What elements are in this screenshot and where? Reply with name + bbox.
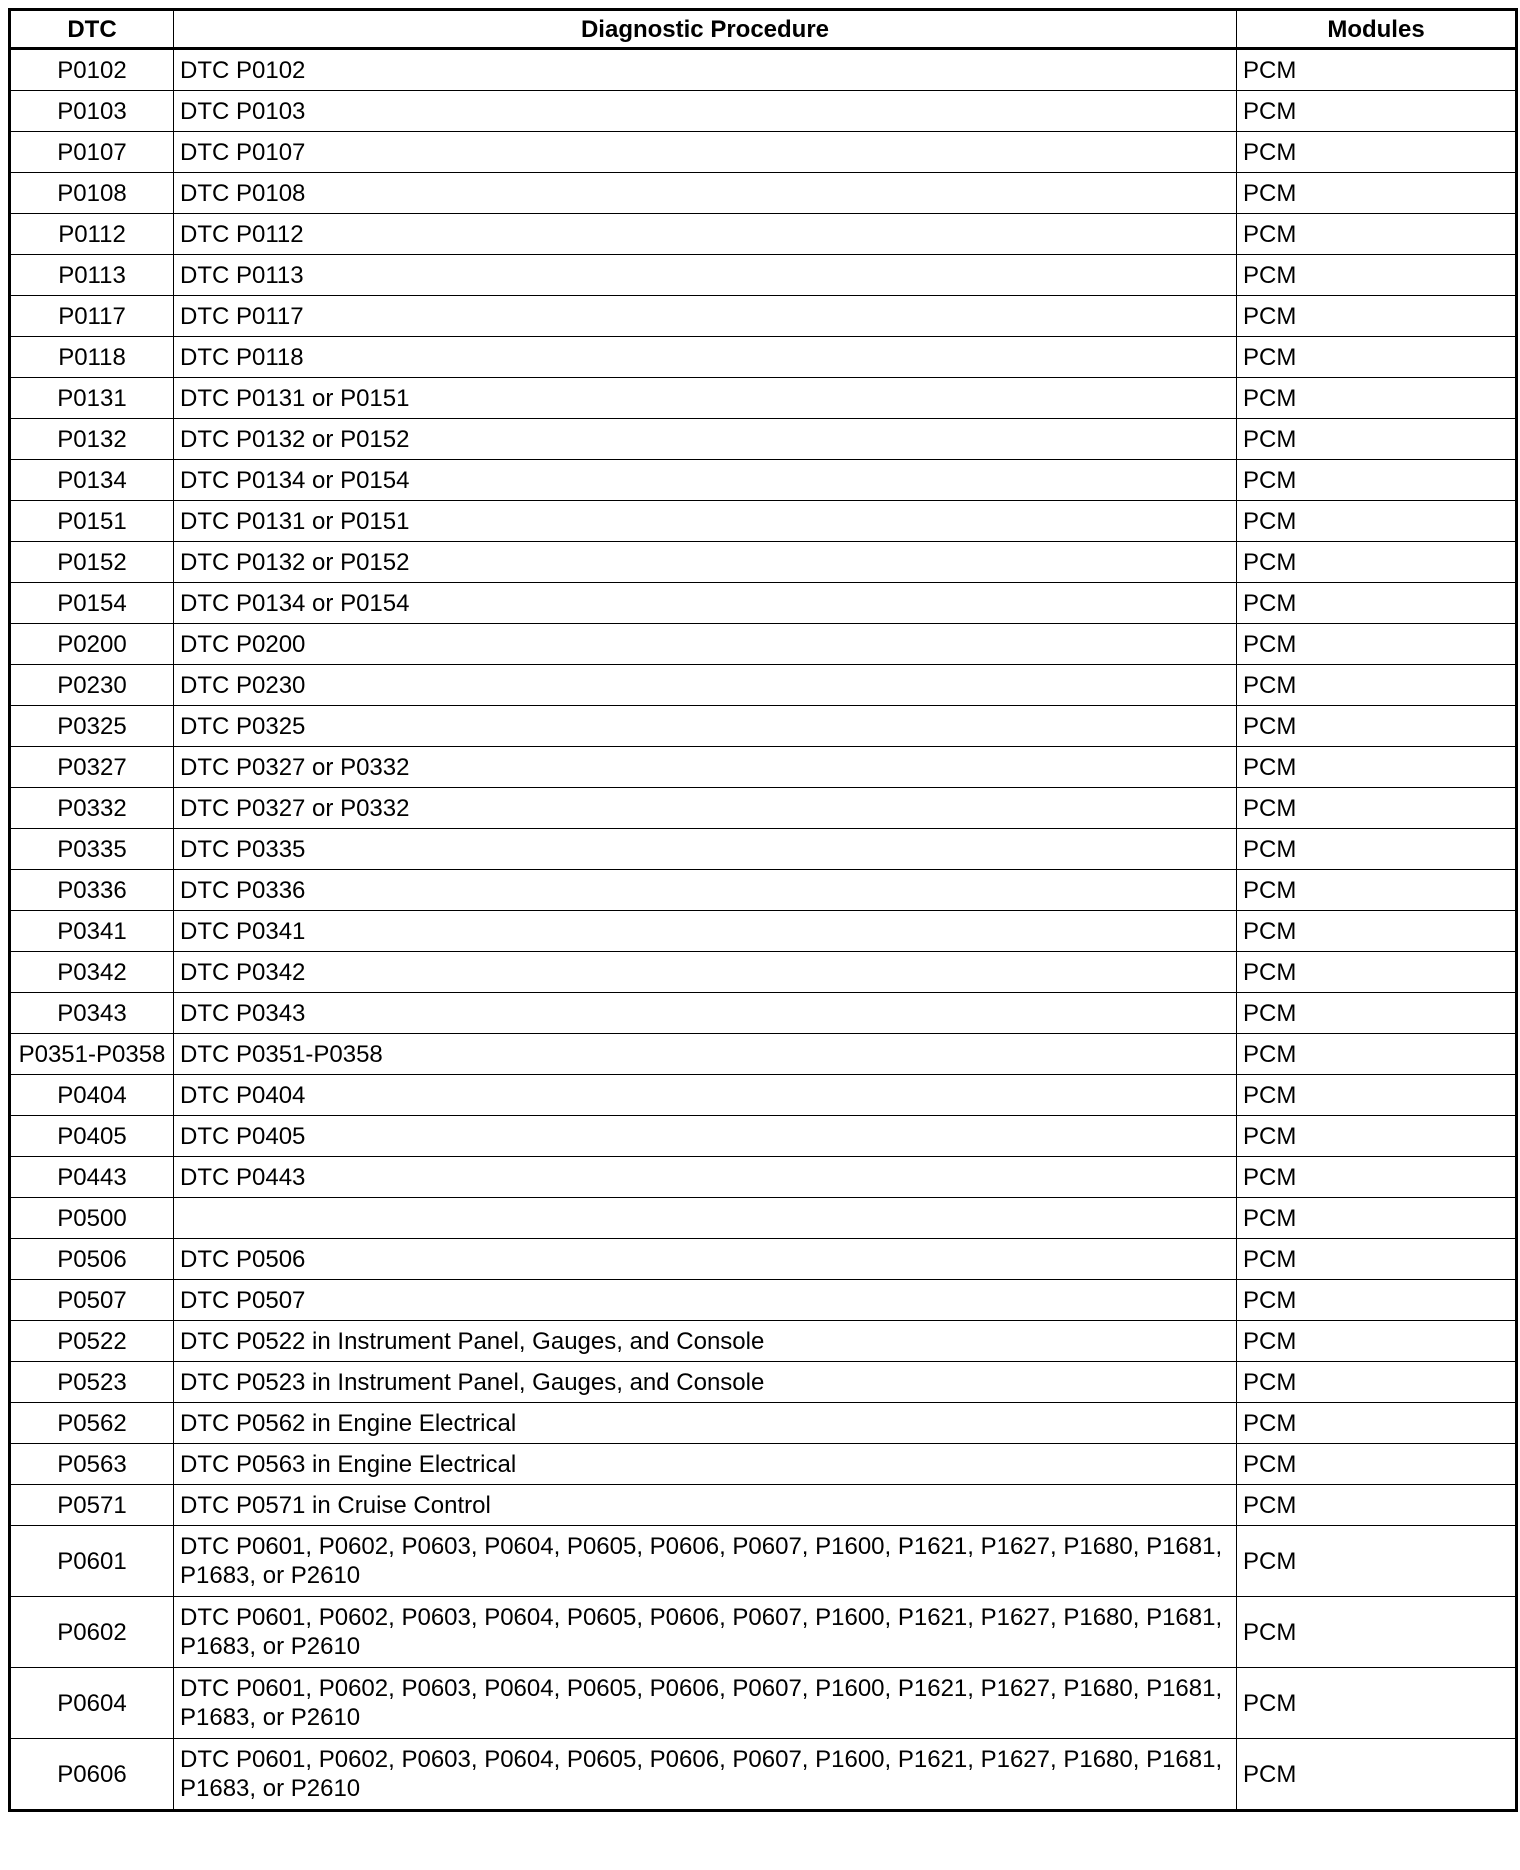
diagnostic-procedure-cell: DTC P0562 in Engine Electrical [174, 1403, 1237, 1444]
diagnostic-procedure-cell: DTC P0443 [174, 1157, 1237, 1198]
diagnostic-procedure-cell: DTC P0132 or P0152 [174, 542, 1237, 583]
dtc-code-cell: P0405 [10, 1116, 174, 1157]
module-cell: PCM [1237, 419, 1517, 460]
diagnostic-procedure-cell: DTC P0325 [174, 706, 1237, 747]
diagnostic-procedure-cell: DTC P0103 [174, 91, 1237, 132]
diagnostic-procedure-cell: DTC P0563 in Engine Electrical [174, 1444, 1237, 1485]
dtc-code-cell: P0562 [10, 1403, 174, 1444]
module-cell: PCM [1237, 747, 1517, 788]
module-cell: PCM [1237, 173, 1517, 214]
module-cell: PCM [1237, 993, 1517, 1034]
module-cell: PCM [1237, 788, 1517, 829]
module-cell: PCM [1237, 829, 1517, 870]
dtc-code-cell: P0112 [10, 214, 174, 255]
table-header [10, 10, 1517, 49]
table-row [10, 829, 1517, 870]
diagnostic-procedure-cell: DTC P0327 or P0332 [174, 747, 1237, 788]
dtc-code-cell: P0523 [10, 1362, 174, 1403]
dtc-code-cell: P0335 [10, 829, 174, 870]
diagnostic-procedure-cell: DTC P0342 [174, 952, 1237, 993]
dtc-code-cell: P0507 [10, 1280, 174, 1321]
module-cell: PCM [1237, 1034, 1517, 1075]
module-cell: PCM [1237, 1444, 1517, 1485]
table-row [10, 501, 1517, 542]
dtc-code-cell: P0118 [10, 337, 174, 378]
table-row [10, 1362, 1517, 1403]
table-row [10, 911, 1517, 952]
diagnostic-procedure-cell: DTC P0107 [174, 132, 1237, 173]
diagnostic-procedure-cell: DTC P0507 [174, 1280, 1237, 1321]
table-row [10, 1403, 1517, 1444]
dtc-code-cell: P0571 [10, 1485, 174, 1526]
diagnostic-procedure-cell: DTC P0118 [174, 337, 1237, 378]
dtc-code-cell: P0602 [10, 1597, 174, 1668]
table-row [10, 624, 1517, 665]
dtc-code-cell: P0343 [10, 993, 174, 1034]
diagnostic-procedure-cell: DTC P0404 [174, 1075, 1237, 1116]
module-cell: PCM [1237, 911, 1517, 952]
table-row [10, 542, 1517, 583]
table-row [10, 1485, 1517, 1526]
diagnostic-procedure-cell: DTC P0117 [174, 296, 1237, 337]
dtc-code-cell: P0131 [10, 378, 174, 419]
header-dtc: DTC [10, 10, 174, 49]
module-cell: PCM [1237, 460, 1517, 501]
table-row [10, 1597, 1517, 1668]
dtc-code-cell: P0327 [10, 747, 174, 788]
table-row [10, 665, 1517, 706]
table-row [10, 1280, 1517, 1321]
diagnostic-procedure-cell: DTC P0336 [174, 870, 1237, 911]
table-row [10, 173, 1517, 214]
module-cell: PCM [1237, 378, 1517, 419]
module-cell: PCM [1237, 49, 1517, 91]
module-cell: PCM [1237, 1362, 1517, 1403]
table-row [10, 1739, 1517, 1811]
diagnostic-procedure-cell: DTC P0601, P0602, P0603, P0604, P0605, P0606, P0607, P1600, P1621, P1627, P1680, P1681, P1683, or P2610 [174, 1739, 1237, 1811]
table-row [10, 132, 1517, 173]
dtc-code-cell: P0152 [10, 542, 174, 583]
module-cell: PCM [1237, 1157, 1517, 1198]
table-row [10, 1075, 1517, 1116]
module-cell: PCM [1237, 1280, 1517, 1321]
module-cell: PCM [1237, 870, 1517, 911]
table-row [10, 378, 1517, 419]
dtc-code-cell: P0351-P0358 [10, 1034, 174, 1075]
diagnostic-procedure-cell: DTC P0112 [174, 214, 1237, 255]
table-row [10, 296, 1517, 337]
module-cell: PCM [1237, 665, 1517, 706]
module-cell: PCM [1237, 1075, 1517, 1116]
dtc-code-cell: P0113 [10, 255, 174, 296]
dtc-code-cell: P0342 [10, 952, 174, 993]
diagnostic-procedure-cell: DTC P0335 [174, 829, 1237, 870]
module-cell: PCM [1237, 296, 1517, 337]
table-row [10, 583, 1517, 624]
module-cell: PCM [1237, 1403, 1517, 1444]
module-cell: PCM [1237, 1116, 1517, 1157]
module-cell: PCM [1237, 1239, 1517, 1280]
dtc-table [8, 8, 1518, 1812]
table-row [10, 993, 1517, 1034]
table-row [10, 49, 1517, 91]
dtc-code-cell: P0108 [10, 173, 174, 214]
module-cell: PCM [1237, 1485, 1517, 1526]
table-row [10, 419, 1517, 460]
diagnostic-procedure-cell: DTC P0131 or P0151 [174, 501, 1237, 542]
diagnostic-procedure-cell: DTC P0571 in Cruise Control [174, 1485, 1237, 1526]
module-cell: PCM [1237, 337, 1517, 378]
module-cell: PCM [1237, 706, 1517, 747]
table-row [10, 214, 1517, 255]
module-cell: PCM [1237, 1198, 1517, 1239]
module-cell: PCM [1237, 583, 1517, 624]
diagnostic-procedure-cell: DTC P0132 or P0152 [174, 419, 1237, 460]
diagnostic-procedure-cell: DTC P0405 [174, 1116, 1237, 1157]
table-row [10, 1157, 1517, 1198]
diagnostic-procedure-cell: DTC P0108 [174, 173, 1237, 214]
dtc-code-cell: P0132 [10, 419, 174, 460]
diagnostic-procedure-cell [174, 1198, 1237, 1239]
table-row [10, 460, 1517, 501]
module-cell: PCM [1237, 1321, 1517, 1362]
diagnostic-procedure-cell: DTC P0102 [174, 49, 1237, 91]
diagnostic-procedure-cell: DTC P0200 [174, 624, 1237, 665]
table-row [10, 337, 1517, 378]
table-row [10, 1526, 1517, 1597]
diagnostic-procedure-cell: DTC P0134 or P0154 [174, 460, 1237, 501]
diagnostic-procedure-cell: DTC P0523 in Instrument Panel, Gauges, and Console [174, 1362, 1237, 1403]
table-row [10, 1239, 1517, 1280]
table-row [10, 1321, 1517, 1362]
diagnostic-procedure-cell: DTC P0230 [174, 665, 1237, 706]
diagnostic-procedure-cell: DTC P0113 [174, 255, 1237, 296]
table-row [10, 788, 1517, 829]
dtc-code-cell: P0601 [10, 1526, 174, 1597]
header-diagnostic-procedure: Diagnostic Procedure [174, 10, 1237, 49]
diagnostic-procedure-cell: DTC P0131 or P0151 [174, 378, 1237, 419]
dtc-code-cell: P0522 [10, 1321, 174, 1362]
table-row [10, 1198, 1517, 1239]
dtc-code-cell: P0230 [10, 665, 174, 706]
table-row [10, 870, 1517, 911]
dtc-code-cell: P0332 [10, 788, 174, 829]
module-cell: PCM [1237, 542, 1517, 583]
dtc-code-cell: P0117 [10, 296, 174, 337]
table-row [10, 952, 1517, 993]
module-cell: PCM [1237, 132, 1517, 173]
dtc-code-cell: P0325 [10, 706, 174, 747]
dtc-code-cell: P0341 [10, 911, 174, 952]
table-body [10, 49, 1517, 1811]
diagnostic-procedure-cell: DTC P0341 [174, 911, 1237, 952]
dtc-code-cell: P0563 [10, 1444, 174, 1485]
module-cell: PCM [1237, 1597, 1517, 1668]
module-cell: PCM [1237, 624, 1517, 665]
header-row [10, 10, 1517, 49]
module-cell: PCM [1237, 255, 1517, 296]
dtc-code-cell: P0107 [10, 132, 174, 173]
table-row [10, 747, 1517, 788]
module-cell: PCM [1237, 1668, 1517, 1739]
module-cell: PCM [1237, 501, 1517, 542]
dtc-code-cell: P0134 [10, 460, 174, 501]
dtc-code-cell: P0151 [10, 501, 174, 542]
dtc-code-cell: P0443 [10, 1157, 174, 1198]
dtc-code-cell: P0200 [10, 624, 174, 665]
table-row [10, 255, 1517, 296]
table-row [10, 1034, 1517, 1075]
module-cell: PCM [1237, 91, 1517, 132]
header-modules: Modules [1237, 10, 1517, 49]
dtc-code-cell: P0103 [10, 91, 174, 132]
dtc-code-cell: P0606 [10, 1739, 174, 1811]
module-cell: PCM [1237, 214, 1517, 255]
diagnostic-procedure-cell: DTC P0506 [174, 1239, 1237, 1280]
table-row [10, 1668, 1517, 1739]
dtc-code-cell: P0604 [10, 1668, 174, 1739]
module-cell: PCM [1237, 1526, 1517, 1597]
dtc-code-cell: P0500 [10, 1198, 174, 1239]
diagnostic-procedure-cell: DTC P0327 or P0332 [174, 788, 1237, 829]
dtc-code-cell: P0102 [10, 49, 174, 91]
dtc-code-cell: P0154 [10, 583, 174, 624]
table-row [10, 1116, 1517, 1157]
table-row [10, 706, 1517, 747]
diagnostic-procedure-cell: DTC P0522 in Instrument Panel, Gauges, and Console [174, 1321, 1237, 1362]
diagnostic-procedure-cell: DTC P0134 or P0154 [174, 583, 1237, 624]
dtc-code-cell: P0506 [10, 1239, 174, 1280]
diagnostic-procedure-cell: DTC P0601, P0602, P0603, P0604, P0605, P0606, P0607, P1600, P1621, P1627, P1680, P1681, P1683, or P2610 [174, 1668, 1237, 1739]
table-row [10, 1444, 1517, 1485]
diagnostic-procedure-cell: DTC P0343 [174, 993, 1237, 1034]
module-cell: PCM [1237, 952, 1517, 993]
table-row [10, 91, 1517, 132]
diagnostic-procedure-cell: DTC P0351-P0358 [174, 1034, 1237, 1075]
dtc-code-cell: P0404 [10, 1075, 174, 1116]
module-cell: PCM [1237, 1739, 1517, 1811]
diagnostic-procedure-cell: DTC P0601, P0602, P0603, P0604, P0605, P0606, P0607, P1600, P1621, P1627, P1680, P1681, P1683, or P2610 [174, 1526, 1237, 1597]
diagnostic-procedure-cell: DTC P0601, P0602, P0603, P0604, P0605, P0606, P0607, P1600, P1621, P1627, P1680, P1681, P1683, or P2610 [174, 1597, 1237, 1668]
dtc-code-cell: P0336 [10, 870, 174, 911]
